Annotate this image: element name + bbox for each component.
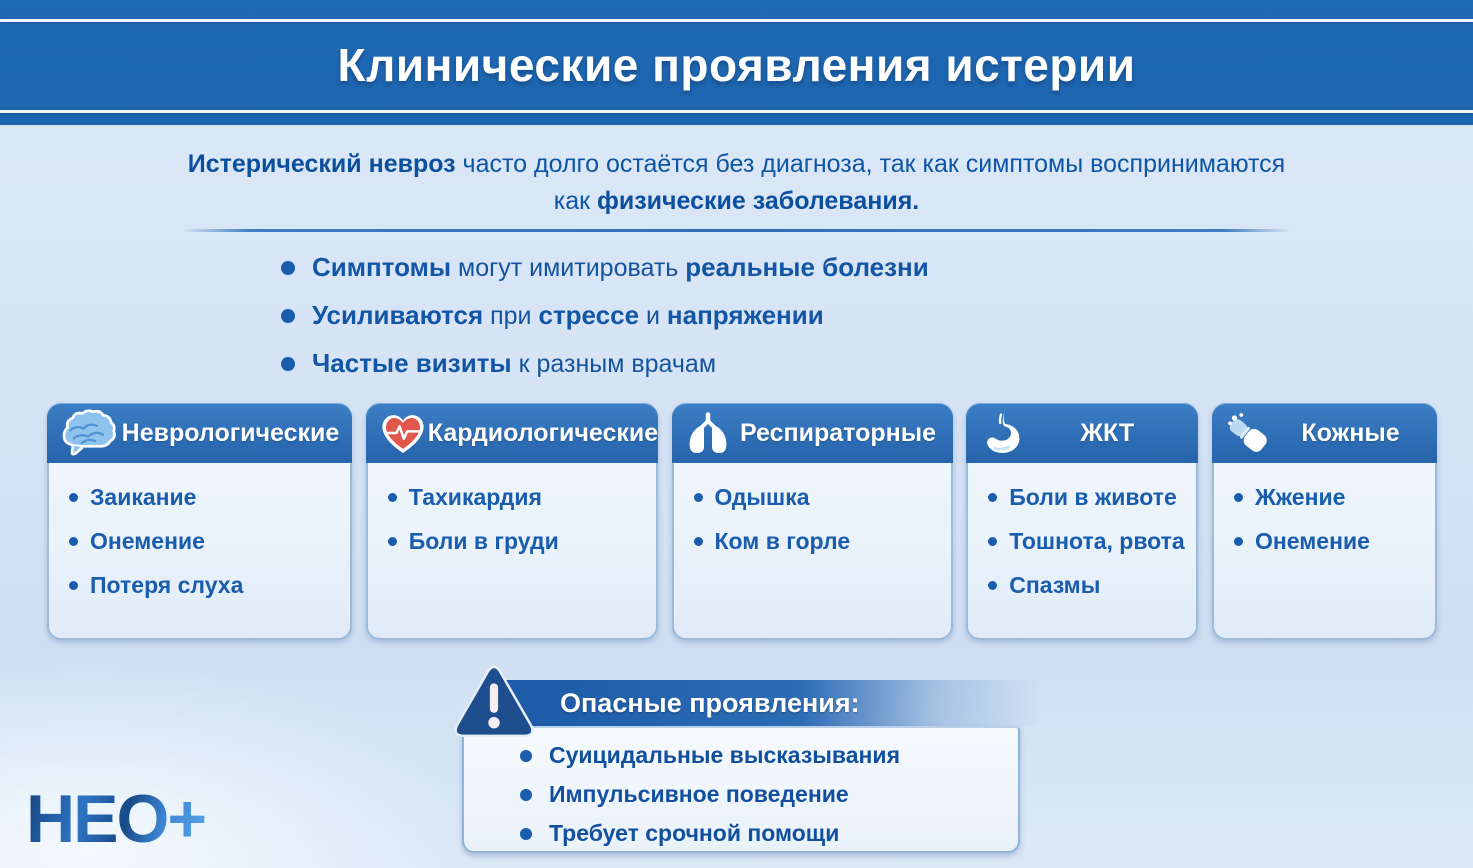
bullet-dot-icon — [69, 581, 78, 590]
bullet-dot-icon — [388, 537, 397, 546]
list-item: Боли в груди — [388, 528, 646, 555]
card-cardiological — [366, 403, 658, 640]
bullet-dot-icon — [69, 537, 78, 546]
bullet-dot-icon — [988, 581, 997, 590]
card-header — [1212, 403, 1437, 463]
heart-ekg-icon — [378, 410, 428, 456]
list-item: Суицидальные высказывания — [520, 742, 1010, 769]
bullet-dot-icon — [988, 493, 997, 502]
warning-items — [464, 728, 1018, 847]
bullet-dot-icon — [1234, 537, 1243, 546]
warning-header — [500, 680, 1048, 726]
title-banner — [0, 0, 1473, 125]
key-points-list — [281, 252, 929, 379]
list-item: Импульсивное поведение — [520, 781, 1010, 808]
bullet-dot-icon — [281, 309, 295, 323]
card-header — [366, 403, 658, 463]
card-skin — [1212, 403, 1437, 640]
card-header — [47, 403, 352, 463]
card-gastrointestinal — [966, 403, 1198, 640]
card-title: Кожные — [1301, 418, 1400, 447]
bullet-dot-icon — [520, 828, 532, 840]
list-item: Заикание — [69, 484, 340, 511]
list-item: Тошнота, рвота — [988, 528, 1186, 555]
intro-line2-pre: как — [553, 187, 597, 215]
skin-icon — [1224, 411, 1272, 455]
list-item: Онемение — [1234, 528, 1425, 555]
banner-line-bottom — [0, 110, 1473, 113]
divider — [183, 229, 1290, 232]
symptom-cards — [47, 403, 1437, 640]
lungs-icon — [684, 411, 732, 455]
warning-triangle-icon — [453, 663, 535, 743]
bullet-dot-icon — [69, 493, 78, 502]
intro-text — [0, 146, 1473, 220]
list-item: Потеря слуха — [69, 572, 340, 599]
warning-title: Опасные проявления: — [560, 687, 860, 718]
bullet-dot-icon — [520, 750, 532, 762]
bullet-dot-icon — [694, 493, 703, 502]
list-item: Жжение — [1234, 484, 1425, 511]
intro-line-2 — [0, 183, 1473, 220]
brain-icon — [59, 409, 117, 457]
bullet-dot-icon — [1234, 493, 1243, 502]
card-title: Кардиологические — [427, 418, 659, 447]
warning-box — [462, 726, 1020, 853]
intro-line-1 — [0, 146, 1473, 183]
list-item: Онемение — [69, 528, 340, 555]
bullet-dot-icon — [388, 493, 397, 502]
card-header — [966, 403, 1198, 463]
card-items — [968, 463, 1196, 599]
card-items — [1214, 463, 1435, 555]
neo-plus-logo: НЕО+ — [26, 781, 206, 857]
bullet-dot-icon — [694, 537, 703, 546]
list-item: Спазмы — [988, 572, 1186, 599]
card-respiratory — [672, 403, 953, 640]
bullet-dot-icon — [988, 537, 997, 546]
list-item: Одышка — [694, 484, 941, 511]
card-title: Неврологические — [121, 418, 340, 447]
list-item: Симптомы могут имитировать реальные болезни — [281, 252, 929, 283]
page-title: Клинические проявления истерии — [337, 38, 1136, 91]
banner-line-top — [0, 19, 1473, 22]
list-item: Требует срочной помощи — [520, 820, 1010, 847]
intro-lead-rest: часто долго остаётся без диагноза, так как симптомы воспринимаются — [455, 150, 1286, 178]
stomach-icon — [978, 410, 1024, 456]
intro-lead-bold: Истерический невроз — [187, 150, 456, 178]
card-items — [368, 463, 656, 555]
list-item: Частые визиты к разным врачам — [281, 348, 929, 379]
card-title: Респираторные — [740, 418, 936, 447]
list-item: Боли в животе — [988, 484, 1186, 511]
bullet-dot-icon — [520, 789, 532, 801]
bullet-dot-icon — [281, 357, 295, 371]
card-neurological — [47, 403, 352, 640]
bullet-dot-icon — [281, 261, 295, 275]
list-item: Тахикардия — [388, 484, 646, 511]
card-title: ЖКТ — [1080, 418, 1135, 447]
intro-line2-bold: физические заболевания. — [597, 187, 920, 215]
list-item: Ком в горле — [694, 528, 941, 555]
card-header — [672, 403, 953, 463]
card-items — [49, 463, 350, 599]
card-items — [674, 463, 951, 555]
list-item: Усиливаются при стрессе и напряжении — [281, 300, 929, 331]
